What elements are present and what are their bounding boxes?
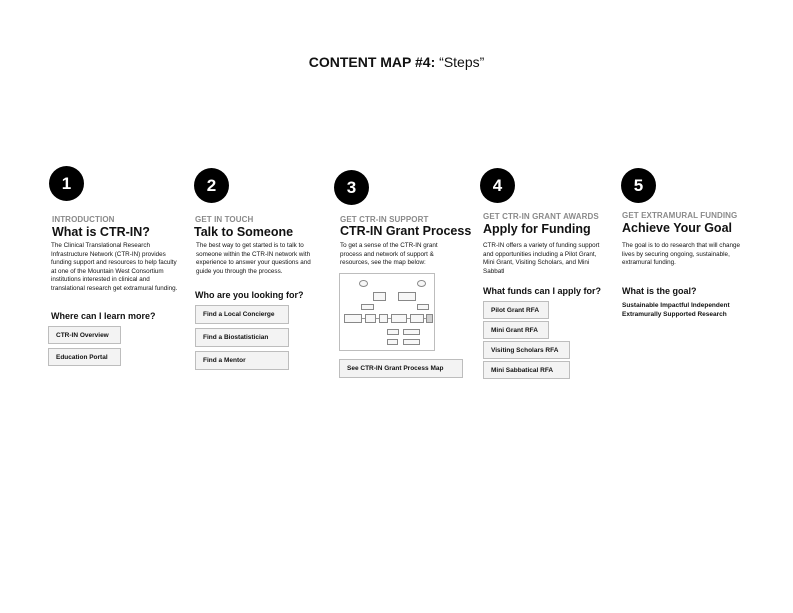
- map-node: [417, 304, 429, 310]
- step-3-eyebrow: GET CTR-IN SUPPORT: [340, 215, 429, 224]
- mini-sabbatical-rfa-button[interactable]: Mini Sabbatical RFA: [483, 361, 570, 379]
- step-1-eyebrow: INTRODUCTION: [52, 215, 115, 224]
- step-3-description: To get a sense of the CTR-IN grant process and network of support & resources, see the map below:: [340, 242, 438, 266]
- step-5-heading: Achieve Your Goal: [622, 221, 732, 235]
- step-1-description: The Clinical Translational Research Infrastructure Network (CTR-IN) provides funding support and resources to help faculty at one of the Mountain West Consortium institutions interested in clinical and translational research get extramural funding.: [51, 242, 178, 292]
- map-node: [344, 314, 362, 323]
- map-node: [391, 314, 407, 323]
- map-node: [387, 329, 399, 335]
- map-node: [373, 292, 386, 301]
- ctr-in-overview-button[interactable]: CTR-IN Overview: [48, 326, 121, 344]
- pilot-grant-rfa-button[interactable]: Pilot Grant RFA: [483, 301, 549, 319]
- map-node: [417, 280, 426, 287]
- step-1-subhead: Where can I learn more?: [51, 311, 156, 321]
- title-light: “Steps”: [439, 54, 485, 70]
- step-2-subhead: Who are you looking for?: [195, 290, 304, 300]
- title-bold: CONTENT MAP #4:: [308, 54, 436, 70]
- step-2-heading: Talk to Someone: [194, 225, 294, 239]
- map-node: [403, 329, 420, 335]
- map-node: [365, 314, 376, 323]
- step-2-number: 2: [194, 168, 229, 203]
- map-node: [410, 314, 424, 323]
- map-node: [359, 280, 368, 287]
- map-node: [403, 339, 420, 345]
- step-4-subhead: What funds can I apply for?: [483, 286, 602, 296]
- step-5-eyebrow: GET EXTRAMURAL FUNDING: [622, 211, 738, 220]
- education-portal-button[interactable]: Education Portal: [48, 348, 121, 366]
- visiting-scholars-rfa-button[interactable]: Visiting Scholars RFA: [483, 341, 570, 359]
- mini-grant-rfa-button[interactable]: Mini Grant RFA: [483, 321, 549, 339]
- step-1-number: 1: [49, 166, 84, 201]
- map-node: [387, 339, 398, 345]
- step-5-description: The goal is to do research that will change lives by securing ongoing, sustainable, extramural funding.: [622, 242, 740, 266]
- map-node: [398, 292, 416, 301]
- find-biostatistician-button[interactable]: Find a Biostatistician: [195, 328, 289, 347]
- step-5-number: 5: [621, 168, 656, 203]
- step-3-number: 3: [334, 170, 369, 205]
- grant-process-map-thumbnail[interactable]: [339, 273, 435, 351]
- page-title: [0, 54, 793, 70]
- step-4-eyebrow: GET CTR-IN GRANT AWARDS: [483, 212, 599, 221]
- step-1-heading: What is CTR-IN?: [52, 225, 150, 239]
- find-local-concierge-button[interactable]: Find a Local Concierge: [195, 305, 289, 324]
- step-4-number: 4: [480, 168, 515, 203]
- step-4-heading: Apply for Funding: [483, 222, 591, 236]
- see-grant-process-map-button[interactable]: See CTR-IN Grant Process Map: [339, 359, 463, 378]
- map-node: [379, 314, 388, 323]
- map-node: [361, 304, 374, 310]
- step-2-description: The best way to get started is to talk to someone within the CTR-IN network with experience to answer your questions and guide you through the process.: [196, 242, 311, 275]
- step-4-description: CTR-IN offers a variety of funding support and opportunities including a Pilot Grant, Mini Grant, Visiting Scholars, and Mini Sabbatl: [483, 242, 600, 275]
- find-mentor-button[interactable]: Find a Mentor: [195, 351, 289, 370]
- step-5-subhead: What is the goal?: [622, 286, 697, 296]
- goal-statement: Sustainable Impactful Independent Extramurally Supported Research: [622, 302, 730, 318]
- map-node: [426, 314, 433, 323]
- step-3-heading: CTR-IN Grant Process: [340, 224, 472, 238]
- step-2-eyebrow: GET IN TOUCH: [195, 215, 254, 224]
